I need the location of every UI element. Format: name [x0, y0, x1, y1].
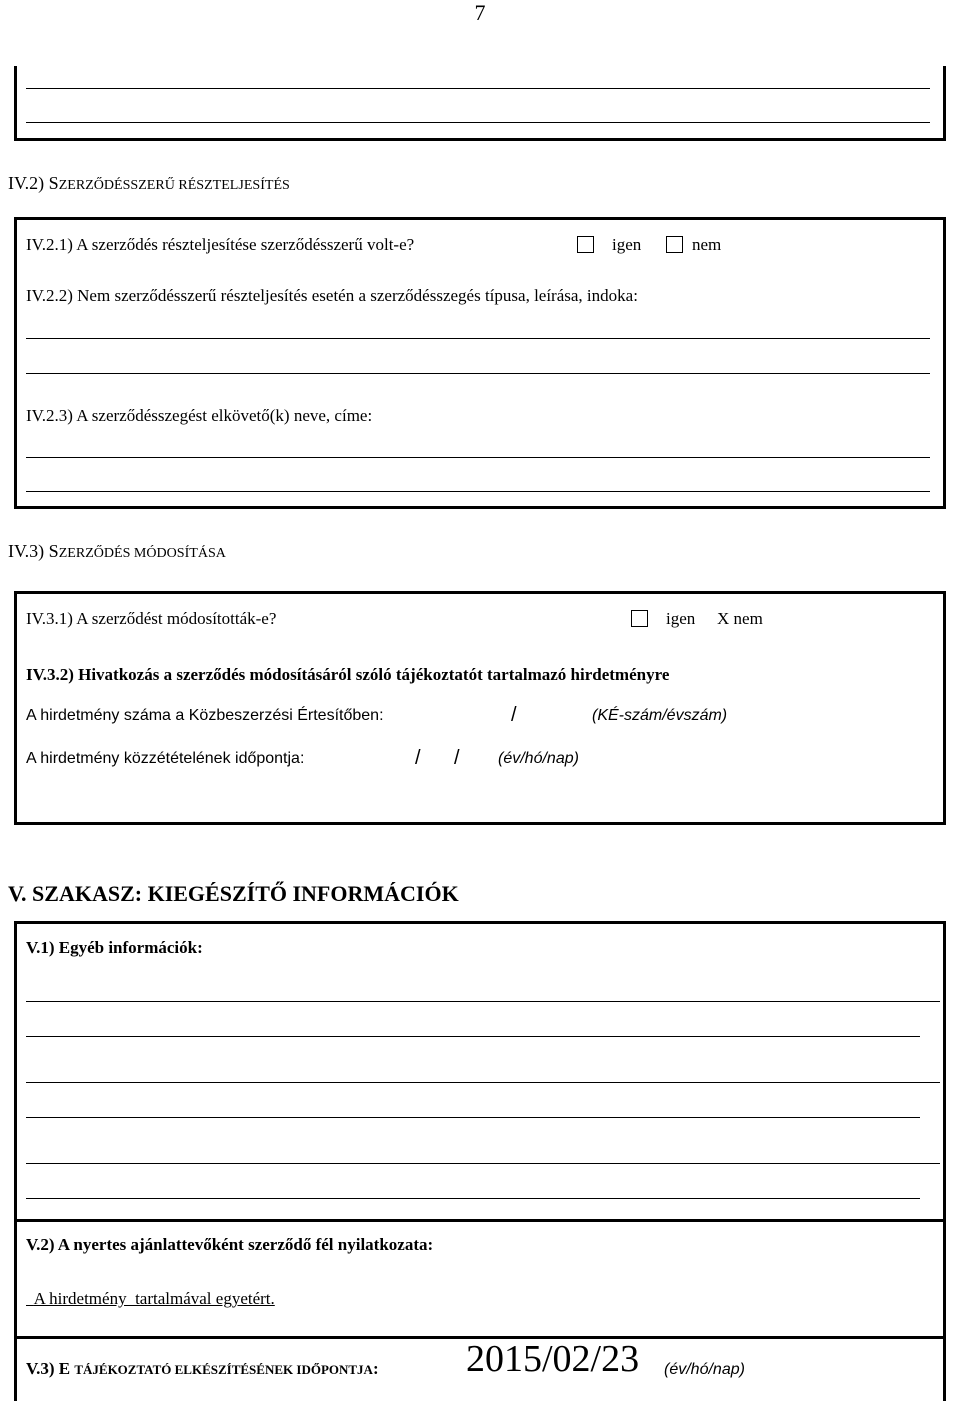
notice-number-format: (KÉ-szám/évszám) — [592, 707, 728, 724]
v2-statement: A hirdetmény tartalmával egyetért. — [33, 1289, 275, 1308]
iv2-1-yes-label: igen — [612, 235, 642, 254]
section-iv2-heading: IV.2) SZERZŐDÉSSZERŰ RÉSZTELJESÍTÉS — [8, 173, 290, 193]
answer-line — [26, 338, 930, 339]
v2-label: V.2) A nyertes ajánlattevőként szerződő fél nyilatkozata: — [26, 1235, 434, 1254]
answer-line — [26, 122, 930, 123]
answer-line — [26, 1117, 920, 1118]
answer-line — [26, 457, 930, 458]
iv2-3-question: IV.2.3) A szerződésszegést elkövető(k) neve, címe: — [26, 406, 373, 425]
iv2-2-question: IV.2.2) Nem szerződésszerű részteljesítés esetén a szerződésszegés típusa, leírása, indoka: — [26, 286, 638, 305]
section-v-box — [14, 921, 946, 1401]
iv3-1-no-label: X nem — [717, 609, 763, 628]
iv2-1-yes-checkbox[interactable] — [577, 236, 594, 253]
iv2-1-no-label: nem — [692, 235, 722, 254]
section-iv2-box — [14, 217, 946, 509]
iv3-1-yes-label: igen — [666, 609, 696, 628]
section-divider — [14, 1219, 946, 1222]
notice-number-label: A hirdetmény száma a Közbeszerzési Értesítőben: — [26, 707, 384, 724]
iv3-2-question: IV.3.2) Hivatkozás a szerződés módosításáról szóló tájékoztatót tartalmazó hirdetményre — [26, 665, 670, 684]
publication-date-separator: / — [454, 747, 460, 769]
iv3-1-yes-checkbox[interactable] — [631, 610, 648, 627]
answer-line — [26, 1163, 940, 1164]
v3-date-format: (év/hó/nap) — [664, 1361, 745, 1378]
answer-line — [26, 373, 930, 374]
publication-date-format: (év/hó/nap) — [498, 750, 579, 767]
answer-line — [26, 1001, 940, 1002]
publication-date-label: A hirdetmény közzétételének időpontja: — [26, 750, 305, 767]
answer-line — [26, 88, 930, 89]
answer-line — [26, 491, 930, 492]
answer-line — [26, 1036, 920, 1037]
page-number: 7 — [474, 0, 486, 25]
iv2-1-question: IV.2.1) A szerződés részteljesítése szerződésszerű volt-e? — [26, 235, 415, 254]
notice-number-separator: / — [511, 704, 517, 726]
answer-line — [26, 1198, 920, 1199]
iv3-1-question: IV.3.1) A szerződést módosították-e? — [26, 609, 277, 628]
answer-line — [26, 1082, 940, 1083]
v1-label: V.1) Egyéb információk: — [26, 938, 203, 957]
v3-label: V.3) E TÁJÉKOZTATÓ ELKÉSZÍTÉSÉNEK IDŐPONTJA: — [26, 1359, 379, 1378]
top-continuation-box — [14, 66, 946, 141]
v3-date-value: 2015/02/23 — [466, 1338, 640, 1380]
iv2-1-no-checkbox[interactable] — [666, 236, 683, 253]
publication-date-separator: / — [415, 747, 421, 769]
section-v-heading: V. SZAKASZ: KIEGÉSZÍTŐ INFORMÁCIÓK — [8, 881, 459, 906]
section-iv3-heading: IV.3) SZERZŐDÉS MÓDOSÍTÁSA — [8, 541, 226, 561]
